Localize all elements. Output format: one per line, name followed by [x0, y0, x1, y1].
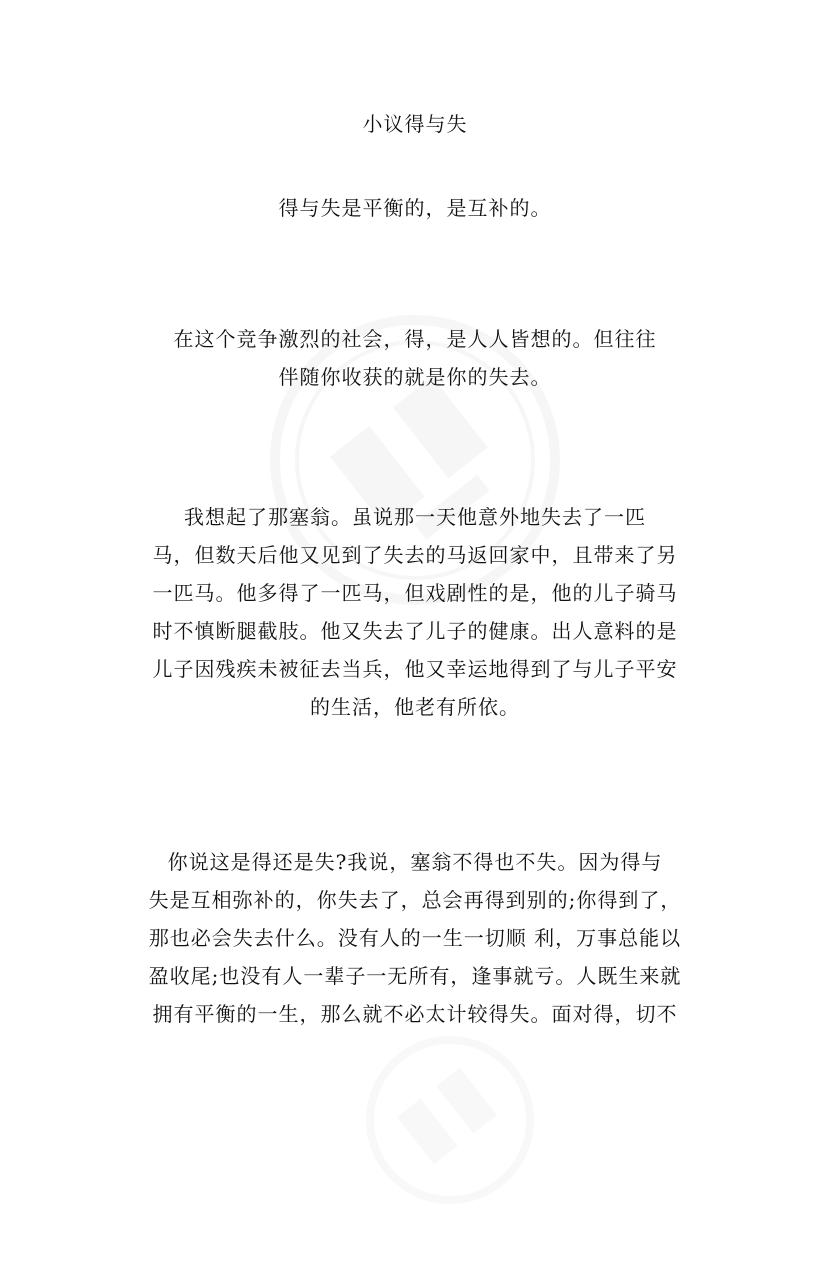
paragraph: [130, 498, 700, 726]
paragraph-line: 儿子因残疾未被征去当兵，他又幸运地得到了与儿子平安: [152, 657, 678, 681]
paragraph-line: 在这个竞争激烈的社会，得，是人人皆想的。但往往: [173, 327, 657, 351]
paragraph-line: 时不慎断腿截肢。他又失去了儿子的健康。出人意料的是: [152, 619, 678, 643]
paragraph-line: 的生活，他老有所依。: [310, 695, 520, 719]
paragraph-line: 盈收尾;也没有人一辈子一无所有，逢事就亏。人既生来就: [148, 964, 682, 988]
paragraph: [130, 320, 700, 396]
paragraph: [130, 843, 700, 1033]
page-subtitle: 得与失是平衡的，是互补的。: [278, 196, 552, 220]
page-title: 小议得与失: [362, 112, 468, 136]
paragraph-line: 我想起了那塞翁。虽说那一天他意外地失去了一匹: [184, 505, 646, 529]
paragraph-line: 拥有平衡的一生，那么就不必太计较得失。面对得，切不: [152, 1002, 678, 1026]
paragraph-line: 你说这是得还是失?我说，塞翁不得也不失。因为得与: [167, 850, 663, 874]
paragraph-line: 伴随你收获的就是你的失去。: [278, 365, 552, 389]
paragraph-line: 那也必会失去什么。没有人的一生一切顺 利，万事总能以: [148, 926, 682, 950]
paragraph-line: 一匹马。他多得了一匹马，但戏剧性的是，他的儿子骑马: [152, 581, 678, 605]
paragraph-line: 马，但数天后他又见到了失去的马返回家中，且带来了另: [152, 543, 678, 567]
paragraph-line: 失是互相弥补的，你失去了，总会再得到别的;你得到了，: [148, 888, 682, 912]
